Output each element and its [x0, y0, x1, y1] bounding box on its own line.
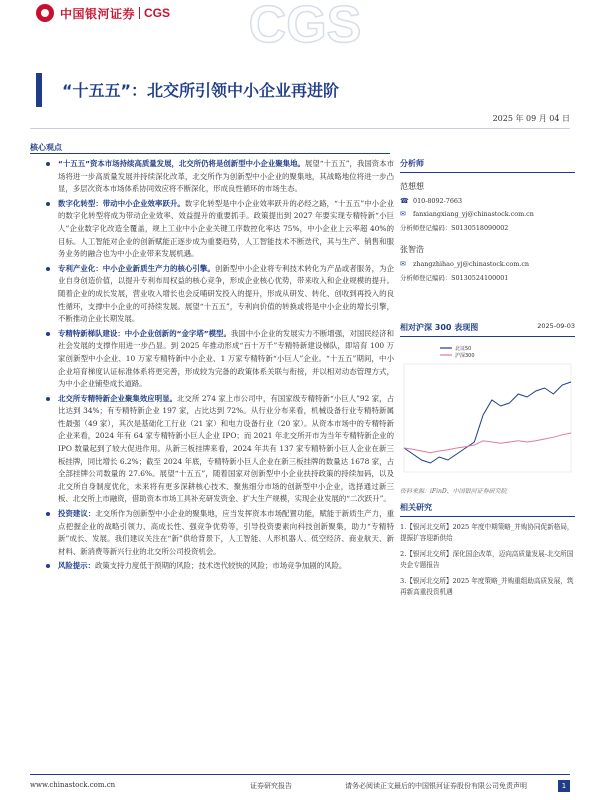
analyst-cert: 分析师登记编码：S0130518090002 — [400, 224, 509, 232]
report-date: 2025 年 09 月 04 日 — [492, 114, 570, 123]
related-research-label: 相关研究 — [400, 502, 575, 517]
analyst-name-2: 张智浩 — [400, 245, 424, 254]
core-view-body — [44, 158, 394, 575]
series-line-1 — [404, 433, 571, 453]
logo-cgs: CGS — [144, 6, 171, 20]
bullet-lead: 数字化转型：带动中小企业效率跃升。 — [58, 198, 185, 208]
legend-label-1: 沪深300 — [455, 353, 475, 359]
title-divider — [30, 128, 570, 129]
phone-icon: ☎ — [400, 197, 409, 205]
logo-text: 中国银河证券 — [60, 6, 136, 21]
footer-divider — [30, 774, 570, 775]
legend-label-0: 北证50 — [455, 346, 472, 352]
bullet-dot-icon — [46, 564, 50, 568]
bullet-body: 创新型中小企业将专利技术转化为产品或者服务，为企业自身创造价值，以提升专利布局权益的核心竞争，形成企业核心优势，带来收入和企业规模的提升。随着企业的成长发展，营业收入增长也会反哺研发投入的提升，形成从研发、转化、创收到再投入的良性循环，支撑中小企业的可持续发展。展望“十五五”，专利向价值的转换或将是中小企业的增长引擎，不断推动企业长期发展。 — [58, 263, 394, 324]
report-title: “十五五”：北交所引领中小企业再进阶 — [62, 81, 340, 100]
bullet-lead: 风险提示： — [58, 561, 95, 571]
cgs-watermark — [230, 0, 380, 54]
series-line-0 — [404, 382, 571, 463]
bullet-body: 政策支持力度低于预期的风险；技术迭代较快的风险；市场竞争加剧的风险。 — [94, 561, 347, 571]
bullet-item — [44, 508, 394, 558]
analyst-phone[interactable]: 010-8092-7663 — [413, 197, 463, 205]
cgs-watermark-text: CGS — [248, 0, 362, 54]
chart-date: 2025-09-03 — [537, 322, 575, 330]
company-logo[interactable] — [36, 4, 170, 22]
bullet-body: 北交所作为创新型中小企业的聚集地，应当发挥资本市场配置功能，赋能于新质生产力，重点把握企业的战略引领力、高成长性、强竞争优势等，引导投资要素向科技创新聚集，助力“专精特新”成长、发展。我们建议关注在“新”供给背景下，人工智能、人形机器人、低空经济、商业航天、新材料、新消费等新兴行业的北交所公司投资机会。 — [58, 509, 394, 556]
related-item[interactable]: 1.【银河北交所】2025 年度中期策略_并购协同促新格局，提振扩容迎新供给 — [400, 523, 574, 542]
email-icon: ✉ — [400, 210, 406, 218]
footer-doc-type: 证券研究报告 — [250, 782, 292, 790]
logo-mark-icon — [36, 4, 54, 22]
bullet-item — [44, 158, 394, 196]
bullet-dot-icon — [46, 267, 50, 271]
bullet-item — [44, 328, 394, 391]
footer-website[interactable]: www.chinastock.com.cn — [30, 781, 116, 789]
bullet-lead: 专利产业化：中小企业新质生产力的核心引擎。 — [58, 263, 215, 273]
performance-chart — [400, 340, 575, 480]
chart-source: 资料来源：iFinD、中国银河证券研究院 — [400, 488, 507, 495]
bullet-item — [44, 198, 394, 261]
analyst-label: 分析师 — [400, 158, 575, 173]
bullet-lead: “十五五”资本市场持续高质量发展，北交所仍将是创新型中小企业聚集地。 — [58, 159, 305, 168]
bullet-dot-icon — [46, 202, 50, 206]
bullet-dot-icon — [46, 162, 50, 166]
core-view-label: 核心观点 — [30, 143, 62, 152]
bullet-lead: 投资建议： — [58, 509, 96, 519]
bullet-body: 北交所 274 家上市公司中，有国家级专精特新“小巨人”92 家，占比达到 34%；有专精特新企业 197 家，占比达到 72%。从行业分布来看，机械设备行业专精特新属性最强（49 家），其次是基础化工行业（21 家）和电力设备行业（20 家）。从资本市场中的专精特新企业来看，2024 年有 64 家专精特新小巨人企业 IPO；而 2021 年北交所开市为当年专精特新企业的 IPO 数量起到了较大促进作用。从新三板挂牌来看，2024 年共有 137 家专精特新小巨人企业在新三板挂牌，同比增长 6.2%；截至 2024 年底，专精特新小巨人企业在新三板挂牌的数量达 1678 家，占全部挂牌公司数量的 27.6%。展望“十五五”，随着国家对创新型中小企业扶持政策的持续加码，以及北交所自身制度优化，未来将有更多深耕核心技术、聚焦细分市场的创新型中小企业，选择通过新三板、北交所上市融资，借助资本市场工具补充研发资金、扩大生产规模，实现企业发展的“二次跃升”。 — [58, 393, 394, 504]
footer-disclaimer: 请务必阅读正文最后的中国银河证券股份有限公司免责声明 — [345, 782, 527, 790]
bullet-dot-icon — [46, 512, 50, 516]
bullet-body: 我国中小企业的发展实力不断增强，对国民经济和社会发展的支撑作用进一步凸显。到 2025 年推动形成“百十万千”专精特新建设梯队，即培育 100 万家创新型中小企业、10 万家专精特新中小企业、1 万家专精特新“小巨人”企业。“十五五”期间，中小企业培育梯度认证标准体系将更完善，形成较为完备的政策体系关联与衔接，并以相对动态管理方式，为中小企业铺垫成长道路。 — [58, 328, 394, 389]
related-research-list — [400, 522, 575, 603]
bullet-item — [44, 393, 394, 506]
bullet-dot-icon — [46, 332, 50, 336]
bullet-body: 数字化转型是中小企业效率跃升的必经之路，“十五五”中小企业的数字化转型将成为带动企业效率、效益提升的重要抓手。政策提出到 2027 年要实现专精特新“小巨人”企业数字化改造全覆盖，规上工业中小企业关键工序数控化率达 75%，中小企业上云率超 40%的目标。人工智能对企业的创新赋能正逐步成为重要趋势，人工智能技术不断迭代，其与生产、销售和服务业务的融合也为中小企业带来发展机遇。 — [58, 198, 394, 259]
chart-title: 相对沪深 300 表现图 — [400, 323, 479, 332]
related-item[interactable]: 2.【银河北交所】深化国企改革，迈向高质量发展-北交所国央企专题报告 — [400, 550, 574, 569]
logo-divider — [139, 7, 140, 19]
bullet-lead: 北交所专精特新企业聚集效应明显。 — [58, 393, 178, 403]
analyst-name: 范想想 — [400, 182, 424, 191]
bullet-item — [44, 263, 394, 326]
related-item[interactable]: 3.【银河北交所】2025 年度策略_并购重组助高质发展，筑再新高重投资机遇 — [400, 577, 574, 596]
analyst-phone-row — [400, 197, 575, 205]
bullet-dot-icon — [46, 397, 50, 401]
chart-header — [400, 322, 575, 337]
email-icon: ✉ — [400, 260, 406, 268]
core-view-divider — [30, 153, 390, 154]
bullet-body: 展望“十五五”，我国资本市场将进一步高质量发展并持续深化改革，北交所作为创新型中小企业的聚集地，其战略地位将进一步凸显，多层次资本市场体系协同效应将不断深化，形成良性循环的市场生态。 — [58, 159, 395, 194]
header-band — [0, 0, 600, 60]
analyst-email-row — [400, 210, 575, 218]
analyst-email[interactable]: fanxiangxiang_yj@chinastock.com.cn — [413, 210, 534, 218]
bullet-item — [44, 560, 394, 573]
bullet-lead: 专精特新梯队建设：中小企业创新的“金字塔”模型。 — [58, 328, 231, 338]
analyst-cert-2: 分析师登记编码：S0130524100001 — [400, 274, 509, 282]
analyst-email-row-2 — [400, 260, 575, 268]
analyst-email-2[interactable]: zhangzhihao_yj@chinastock.com.cn — [413, 260, 530, 268]
chart-frame — [404, 364, 571, 472]
analyst-panel — [400, 158, 575, 282]
title-accent-bar — [36, 73, 42, 107]
page-number: 1 — [558, 780, 570, 792]
